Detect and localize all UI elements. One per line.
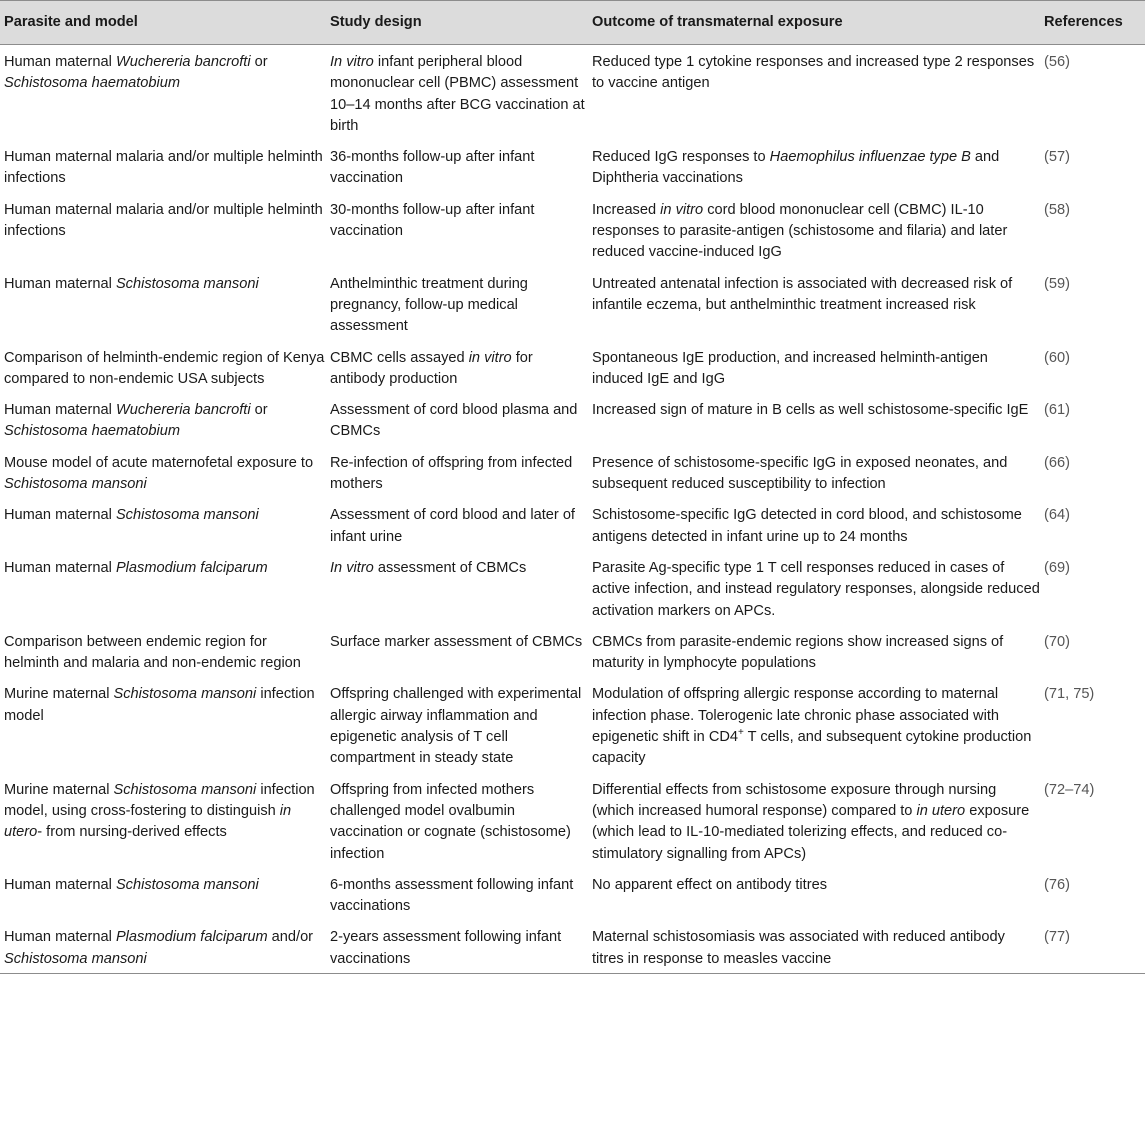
- cell-study-design: 30-months follow-up after infant vaccination: [330, 201, 535, 240]
- cell-study-design: 36-months follow-up after infant vaccination: [330, 149, 535, 187]
- cell-reference-link[interactable]: (72–74): [1044, 781, 1095, 798]
- cell-study-design: Surface marker assessment of CBMCs: [330, 633, 583, 650]
- header-parasite-and-model: Parasite and model: [0, 1, 326, 45]
- header-study-design: Study design: [326, 1, 588, 45]
- table-row: [0, 267, 1145, 341]
- table-row: [0, 920, 1145, 973]
- table-row: [0, 446, 1145, 499]
- table-row: [0, 551, 1145, 625]
- cell-outcome: Presence of schistosome-specific IgG in exposed neonates, and subsequent reduced susceptibility to infection: [592, 454, 1008, 493]
- cell-reference-link[interactable]: (70): [1044, 633, 1070, 650]
- cell-outcome: Untreated antenatal infection is associated with decreased risk of infantile eczema, but anthelminthic treatment increased risk: [592, 275, 1013, 313]
- cell-parasite-and-model: Murine maternal Schistosoma mansoni infection model: [4, 686, 315, 724]
- header-row: [0, 1, 1145, 45]
- table-row: [0, 393, 1145, 446]
- cell-outcome: Maternal schistosomiasis was associated with reduced antibody titres in response to measles vaccine: [588, 920, 1040, 973]
- cell-outcome: Differential effects from schistosome exposure through nursing (which increased humoral response) compared to in utero exposure (which lead to IL-10-mediated tolerizing effects, and reduced co-stimulatory signalling from APCs): [592, 781, 1030, 862]
- cell-outcome: Increased in vitro cord blood mononuclear cell (CBMC) IL-10 responses to parasite-antigen (schistosome and filaria) and later reduced vaccine-induced IgG: [592, 201, 1008, 261]
- table-row: [0, 625, 1145, 678]
- cell-study-design: Assessment of cord blood and later of infant urine: [330, 507, 575, 545]
- cell-parasite-and-model: Mouse model of acute maternofetal exposure to Schistosoma mansoni: [4, 454, 314, 493]
- table-row: [0, 868, 1145, 921]
- table-row: [0, 193, 1145, 267]
- cell-reference-link[interactable]: (76): [1044, 876, 1070, 893]
- cell-study-design: Offspring challenged with experimental allergic airway inflammation and epigenetic analysis of T cell compartment in steady state: [330, 686, 582, 767]
- table-row: [0, 45, 1145, 141]
- cell-parasite-and-model: Human maternal Schistosoma mansoni: [4, 876, 259, 893]
- cell-study-design: Anthelminthic treatment during pregnancy, follow-up medical assessment: [330, 275, 528, 335]
- cell-reference-link[interactable]: (56): [1044, 54, 1070, 70]
- cell-study-design: Offspring from infected mothers challenged model ovalbumin vaccination or cognate (schistosome) infection: [330, 781, 571, 862]
- cell-outcome: No apparent effect on antibody titres: [592, 876, 828, 893]
- cell-reference-link[interactable]: (61): [1044, 402, 1070, 419]
- cell-parasite-and-model: Human maternal Plasmodium falciparum and/or Schistosoma mansoni: [0, 920, 326, 973]
- cell-outcome: Parasite Ag-specific type 1 T cell responses reduced in cases of active infection, and instead regulatory responses, alongside reduced activation markers on APCs.: [592, 559, 1040, 619]
- cell-parasite-and-model: Human maternal Wuchereria bancrofti or Schistosoma haematobium: [4, 54, 268, 92]
- table-row: [0, 140, 1145, 193]
- cell-parasite-and-model: Comparison of helminth-endemic region of Kenya compared to non-endemic USA subjects: [4, 349, 325, 387]
- cell-study-design: 2-years assessment following infant vaccinations: [326, 920, 588, 973]
- cell-study-design: In vitro assessment of CBMCs: [330, 559, 527, 576]
- table-body: [0, 45, 1145, 974]
- table-row: [0, 677, 1145, 772]
- cell-outcome: Spontaneous IgE production, and increased helminth-antigen induced IgE and IgG: [592, 349, 988, 387]
- cell-outcome: CBMCs from parasite-endemic regions show increased signs of maturity in lymphocyte populations: [592, 633, 1004, 672]
- cell-outcome: Modulation of offspring allergic response according to maternal infection phase. Tolerogenic late chronic phase associated with epigenetic shift in CD4+ T cells, and subsequent cytokine production capacity: [592, 686, 1032, 767]
- cell-reference-link[interactable]: (59): [1044, 275, 1070, 292]
- cell-reference-link[interactable]: (66): [1044, 454, 1070, 471]
- table-row: [0, 498, 1145, 551]
- cell-parasite-and-model: Human maternal malaria and/or multiple helminth infections: [4, 201, 323, 240]
- cell-study-design: 6-months assessment following infant vaccinations: [330, 876, 574, 915]
- cell-reference-link[interactable]: (69): [1044, 559, 1070, 576]
- cell-reference-link[interactable]: (58): [1044, 201, 1070, 218]
- cell-outcome: Reduced type 1 cytokine responses and increased type 2 responses to vaccine antigen: [592, 54, 1035, 92]
- header-outcome: Outcome of transmaternal exposure: [588, 1, 1040, 45]
- cell-reference-link[interactable]: (77): [1040, 920, 1145, 973]
- cell-study-design: Assessment of cord blood plasma and CBMCs: [330, 402, 578, 440]
- table-header: [0, 1, 1145, 45]
- cell-study-design: Re-infection of offspring from infected mothers: [330, 454, 573, 493]
- cell-outcome: Increased sign of mature in B cells as well schistosome-specific IgE: [592, 402, 1029, 419]
- header-references: References: [1040, 1, 1145, 45]
- cell-study-design: In vitro infant peripheral blood mononuclear cell (PBMC) assessment 10–14 months after BCG vaccination at birth: [330, 54, 585, 134]
- cell-reference-link[interactable]: (71, 75): [1044, 686, 1095, 703]
- cell-parasite-and-model: Human maternal Wuchereria bancrofti or Schistosoma haematobium: [4, 402, 268, 440]
- cell-parasite-and-model: Comparison between endemic region for helminth and malaria and non-endemic region: [4, 633, 301, 672]
- cell-reference-link[interactable]: (57): [1044, 149, 1070, 166]
- cell-outcome: Reduced IgG responses to Haemophilus influenzae type B and Diphtheria vaccinations: [592, 149, 1000, 187]
- cell-parasite-and-model: Human maternal malaria and/or multiple helminth infections: [4, 149, 323, 187]
- cell-parasite-and-model: Human maternal Plasmodium falciparum: [4, 559, 268, 576]
- cell-outcome: Schistosome-specific IgG detected in cord blood, and schistosome antigens detected in infant urine up to 24 months: [592, 507, 1022, 545]
- table-row: [0, 341, 1145, 394]
- cell-parasite-and-model: Murine maternal Schistosoma mansoni infection model, using cross-fostering to distinguish in utero- from nursing-derived effects: [4, 781, 315, 841]
- cell-reference-link[interactable]: (64): [1044, 507, 1070, 524]
- table-row: [0, 773, 1145, 868]
- cell-study-design: CBMC cells assayed in vitro for antibody production: [330, 349, 533, 387]
- cell-parasite-and-model: Human maternal Schistosoma mansoni: [4, 275, 259, 292]
- cell-reference-link[interactable]: (60): [1044, 349, 1070, 366]
- cell-parasite-and-model: Human maternal Schistosoma mansoni: [4, 507, 259, 524]
